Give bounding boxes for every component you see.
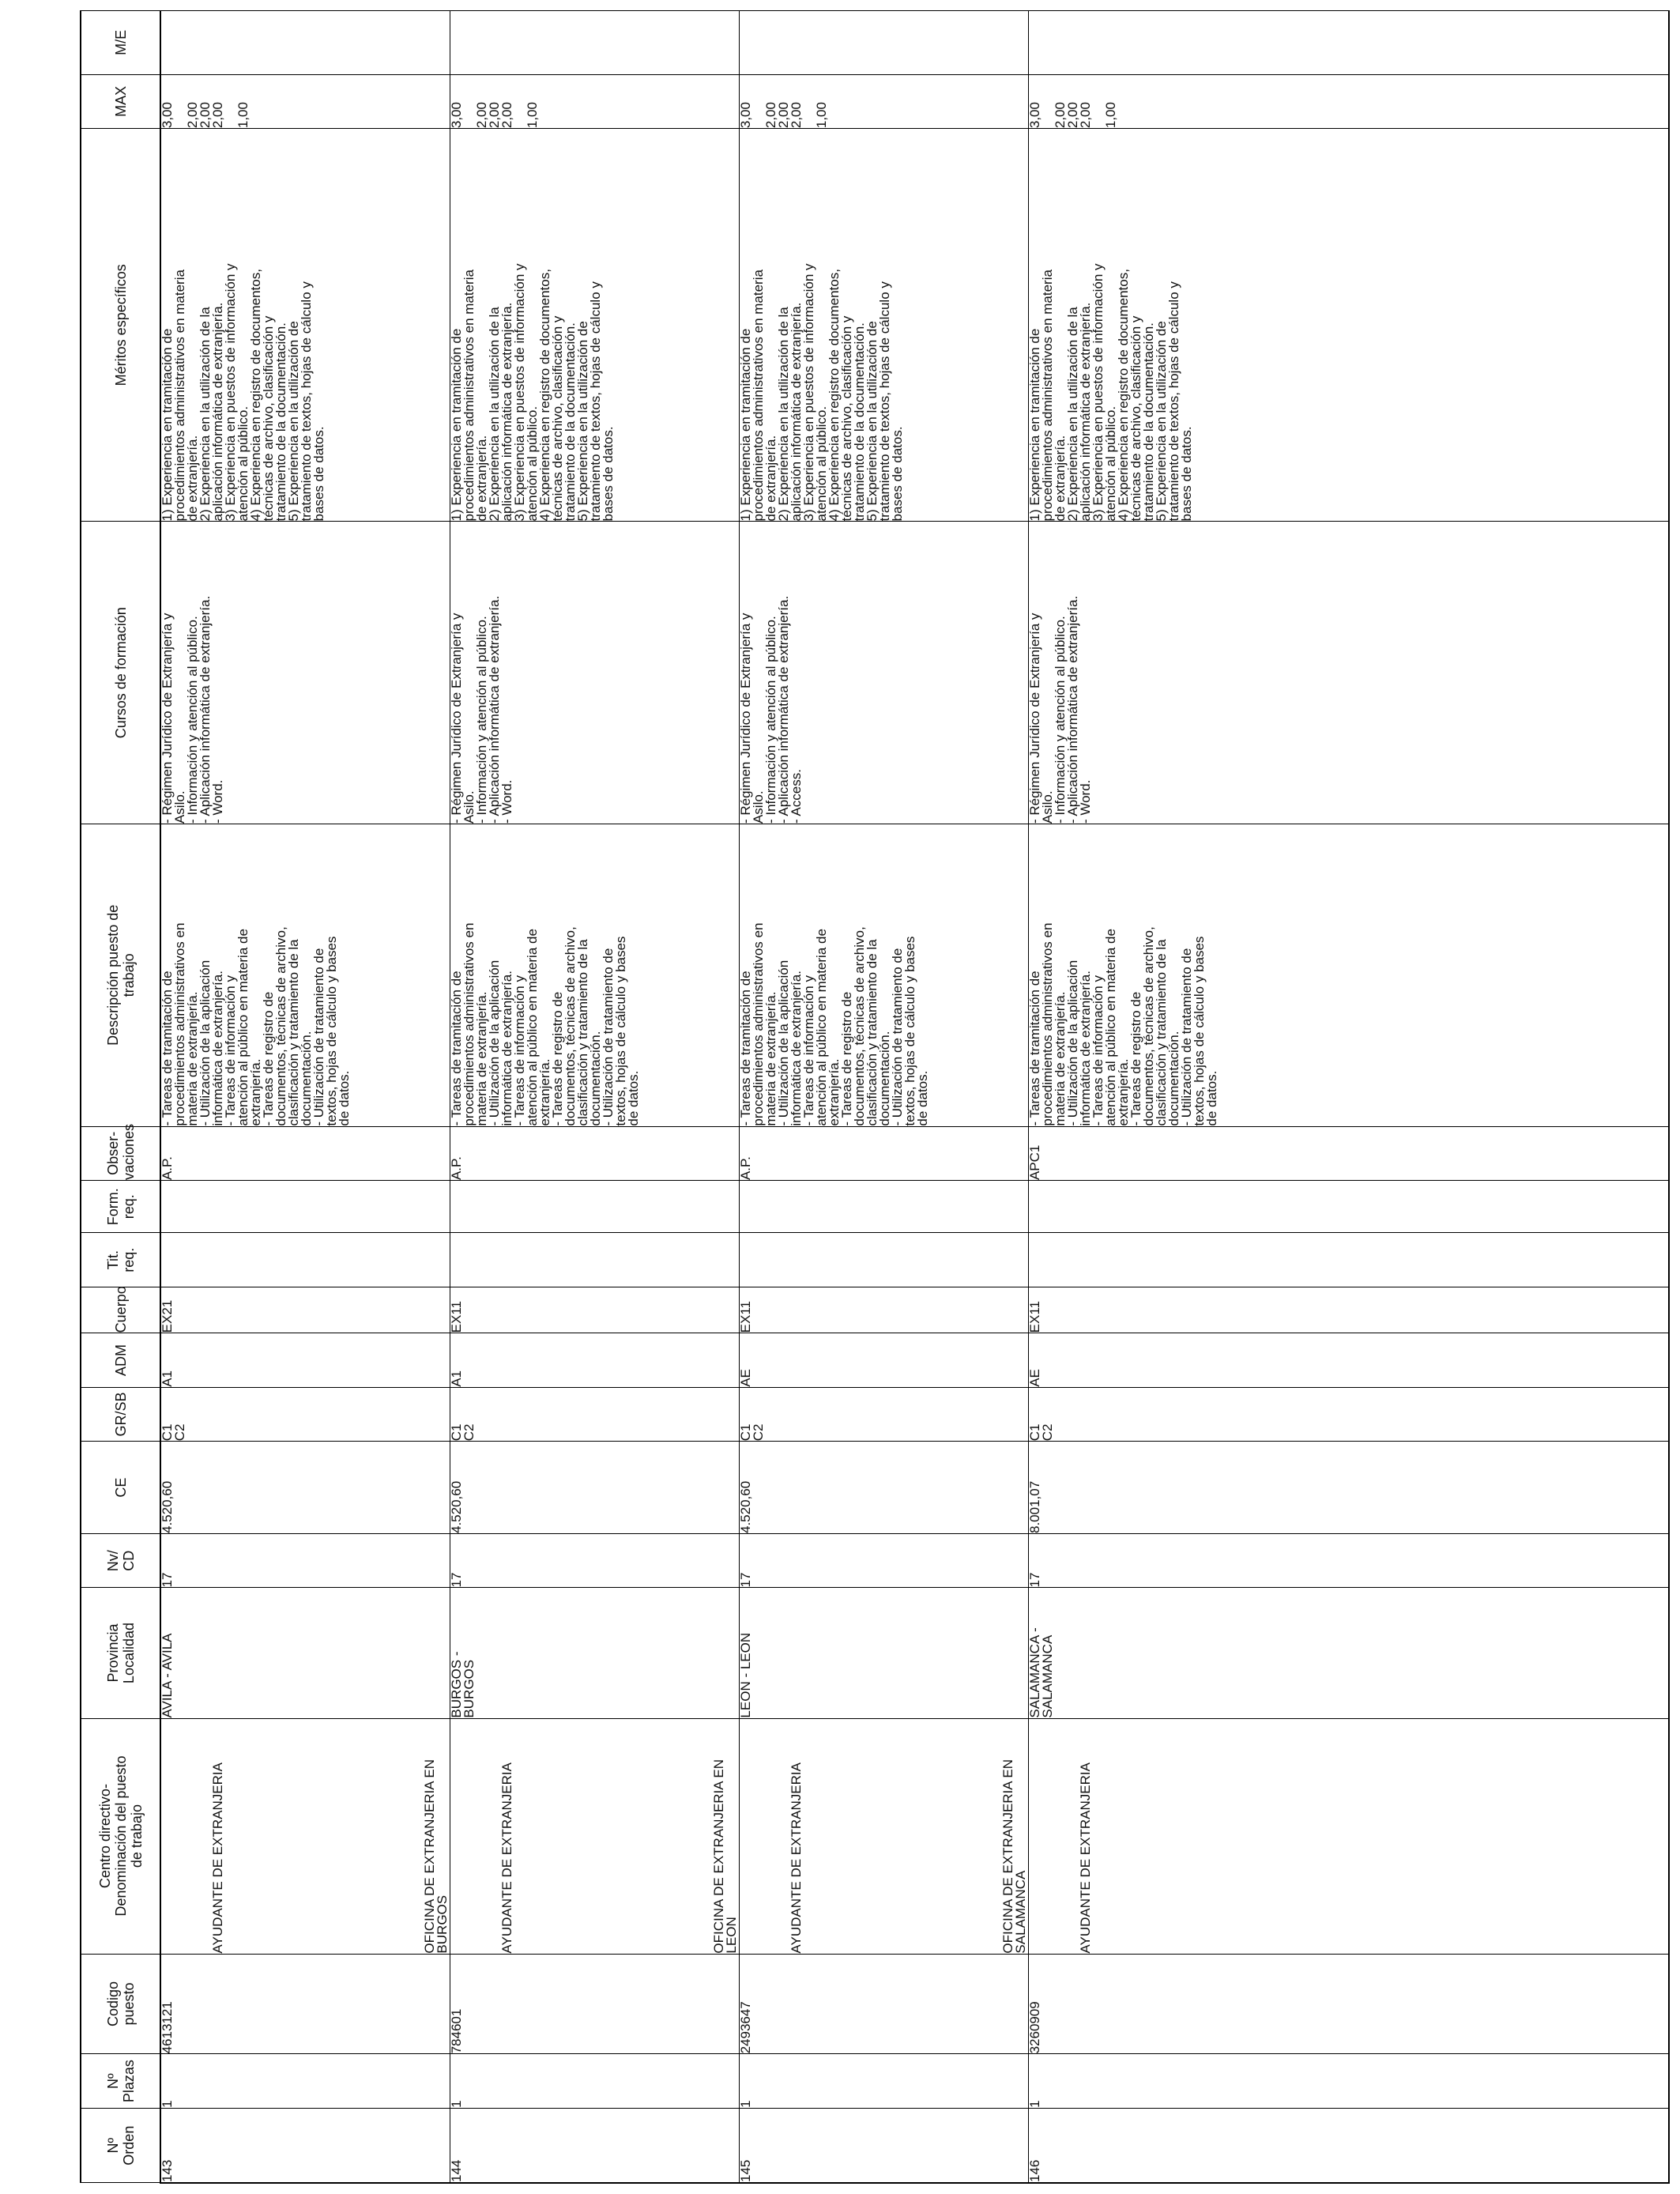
header-meritos: Méritos específicos: [81, 129, 160, 522]
cell-orden: 146: [1029, 2108, 1670, 2183]
cell-grsb: C1 C2: [450, 1387, 740, 1441]
cell-tit: [160, 1233, 450, 1287]
header-max: MAX: [81, 74, 160, 128]
cell-me: [160, 11, 450, 75]
cell-grsb: C1 C2: [160, 1387, 450, 1441]
cell-codigo: 2493647: [740, 1954, 1029, 2054]
position-name: AYUDANTE DE EXTRANJERIA: [499, 1762, 514, 1954]
cell-max: 3,00 2,00 2,00 2,00 1,00: [740, 74, 1029, 128]
position-name: AYUDANTE DE EXTRANJERIA: [1078, 1762, 1093, 1954]
cell-descripcion: - Tareas de tramitación de procedimientos administrativos en materia de extranjería. - Utilización de la aplicación informática de extranjería. - Tareas de información y atención al público en materia de extranjería. - Tareas de registro de documentos, técnicas de archivo, clasificación y tratamiento de la documentación. - Utilización de tratamiento de textos, hojas de cálculo y bases de datos.: [740, 824, 1029, 1127]
cell-adm: AE: [740, 1333, 1029, 1387]
cell-plazas: 1: [740, 2054, 1029, 2108]
cell-max: 3,00 2,00 2,00 2,00 1,00: [450, 74, 740, 128]
cell-codigo: 4613121: [160, 1954, 450, 2054]
cell-ce: 8.001,07: [1029, 1442, 1670, 1534]
cell-codigo: 3260909: [1029, 1954, 1670, 2054]
cell-cuerpo: EX11: [740, 1287, 1029, 1333]
cell-tit: [740, 1233, 1029, 1287]
cell-obs: A.P.: [160, 1126, 450, 1180]
office-name: OFICINA DE EXTRANJERIA EN SALAMANCA: [1000, 1759, 1028, 1954]
table-row: [160, 11, 450, 2184]
cell-cuerpo: EX21: [160, 1287, 450, 1333]
rotated-table-wrapper: [80, 10, 1670, 2184]
cell-cursos: - Régimen Jurídico de Extranjería y Asilo. - Información y atención al público. - Aplicación informática de extranjería. - Word.: [450, 522, 740, 824]
cell-ce: 4.520,60: [160, 1442, 450, 1534]
cell-obs: APC1: [1029, 1126, 1670, 1180]
header-cursos: Cursos de formación: [81, 522, 160, 824]
cell-centro: [711, 1718, 1029, 1954]
cell-max: 3,00 2,00 2,00 2,00 1,00: [160, 74, 450, 128]
cell-me: [450, 11, 740, 75]
cell-descripcion: - Tareas de tramitación de procedimientos administrativos en materia de extranjería. - Utilización de la aplicación informática de extranjería. - Tareas de información y atención al público en materia de extranjería. - Tareas de registro de documentos, técnicas de archivo, clasificación y tratamiento de la documentación. - Utilización de tratamiento de textos, hojas de cálculo y bases de datos.: [1029, 824, 1670, 1127]
cell-cuerpo: EX11: [450, 1287, 740, 1333]
header-form: Form. req.: [81, 1181, 160, 1233]
position-name: AYUDANTE DE EXTRANJERIA: [789, 1762, 804, 1954]
cell-nivel: 17: [1029, 1534, 1670, 1588]
cell-cursos: - Régimen Jurídico de Extranjería y Asilo. - Información y atención al público. - Aplicación informática de extranjería. - Word.: [160, 522, 450, 824]
cell-form: [450, 1181, 740, 1233]
cell-form: [160, 1181, 450, 1233]
header-provincia: Provincia Localidad: [81, 1588, 160, 1718]
cell-centro: [160, 1718, 450, 1954]
header-me: M/E: [81, 11, 160, 75]
cell-plazas: 1: [1029, 2054, 1670, 2108]
cell-plazas: 1: [160, 2054, 450, 2108]
vacancies-table: [80, 10, 1670, 2184]
cell-grsb: C1 C2: [740, 1387, 1029, 1441]
cell-orden: 145: [740, 2108, 1029, 2183]
cell-ce: 4.520,60: [740, 1442, 1029, 1534]
cell-meritos: 1) Experiencia en tramitación de procedimientos administrativos en materia de extranjería. 2) Experiencia en la utilización de la aplicación informática de extranjería. 3) Experiencia en puestos de información y atención al público. 4) Experiencia en registro de documentos, técnicas de archivo, clasificación y tratamiento de la documentación. 5) Experiencia en la utilización de tratamiento de textos, hojas de cálculo y bases de datos.: [450, 129, 740, 522]
cell-obs: A.P.: [450, 1126, 740, 1180]
table-row: [1029, 11, 1670, 2184]
cell-grsb: C1 C2: [1029, 1387, 1670, 1441]
cell-descripcion: - Tareas de tramitación de procedimientos administrativos en materia de extranjería. - Utilización de la aplicación informática de extranjería. - Tareas de información y atención al público en materia de extranjería. - Tareas de registro de documentos, técnicas de archivo, clasificación y tratamiento de la documentación. - Utilización de tratamiento de textos, hojas de cálculo y bases de datos.: [160, 824, 450, 1127]
cell-meritos: 1) Experiencia en tramitación de procedimientos administrativos en materia de extranjería. 2) Experiencia en la utilización de la aplicación informática de extranjería. 3) Experiencia en puestos de información y atención al público. 4) Experiencia en registro de documentos, técnicas de archivo, clasificación y tratamiento de la documentación. 5) Experiencia en la utilización de tratamiento de textos, hojas de cálculo y bases de datos.: [160, 129, 450, 522]
cell-meritos: 1) Experiencia en tramitación de procedimientos administrativos en materia de extranjería. 2) Experiencia en la utilización de la aplicación informática de extranjería. 3) Experiencia en puestos de información y atención al público. 4) Experiencia en registro de documentos, técnicas de archivo, clasificación y tratamiento de la documentación. 5) Experiencia en la utilización de tratamiento de textos, hojas de cálculo y bases de datos.: [740, 129, 1029, 522]
table-row: [450, 11, 740, 2184]
cell-descripcion: - Tareas de tramitación de procedimientos administrativos en materia de extranjería. - Utilización de la aplicación informática de extranjería. - Tareas de información y atención al público en materia de extranjería. - Tareas de registro de documentos, técnicas de archivo, clasificación y tratamiento de la documentación. - Utilización de tratamiento de textos, hojas de cálculo y bases de datos.: [450, 824, 740, 1127]
cell-tit: [1029, 1233, 1670, 1287]
cell-max: 3,00 2,00 2,00 2,00 1,00: [1029, 74, 1670, 128]
header-orden: Nº Orden: [81, 2108, 160, 2183]
position-name: AYUDANTE DE EXTRANJERIA: [210, 1762, 225, 1954]
cell-cuerpo: EX11: [1029, 1287, 1670, 1333]
cell-provincia: SALAMANCA - SALAMANCA: [1029, 1588, 1670, 1718]
table-row: [740, 11, 1029, 2184]
cell-form: [740, 1181, 1029, 1233]
cell-nivel: 17: [740, 1534, 1029, 1588]
cell-form: [1029, 1181, 1670, 1233]
cell-cursos: - Régimen Jurídico de Extranjería y Asilo. - Información y atención al público. - Aplicación informática de extranjería. - Word.: [1029, 522, 1670, 824]
cell-nivel: 17: [450, 1534, 740, 1588]
cell-me: [1029, 11, 1670, 75]
header-nivel: Nv/ CD: [81, 1534, 160, 1588]
cell-orden: 143: [160, 2108, 450, 2183]
office-name: OFICINA DE EXTRANJERIA EN LEON: [711, 1759, 739, 1954]
cell-nivel: 17: [160, 1534, 450, 1588]
cell-codigo: 784601: [450, 1954, 740, 2054]
header-adm: ADM: [81, 1333, 160, 1387]
cell-adm: AE: [1029, 1333, 1670, 1387]
cell-provincia: BURGOS - BURGOS: [450, 1588, 740, 1718]
header-obs: Obser- vaciones: [81, 1126, 160, 1180]
cell-ce: 4.520,60: [450, 1442, 740, 1534]
cell-orden: 144: [450, 2108, 740, 2183]
header-centro: Centro directivo- Denominación del puesto de trabajo: [81, 1718, 160, 1954]
cell-provincia: AVILA - AVILA: [160, 1588, 450, 1718]
cell-obs: A.P.: [740, 1126, 1029, 1180]
cell-centro: [422, 1718, 740, 1954]
cell-plazas: 1: [450, 2054, 740, 2108]
header-descripcion: Descripción puesto de trabajo: [81, 824, 160, 1127]
header-cuerpo: Cuerpo: [81, 1287, 160, 1333]
header-ce: CE: [81, 1442, 160, 1534]
cell-adm: A1: [160, 1333, 450, 1387]
header-plazas: Nº Plazas: [81, 2054, 160, 2108]
office-name: OFICINA DE EXTRANJERIA EN BURGOS: [422, 1759, 450, 1954]
cell-me: [740, 11, 1029, 75]
cell-meritos: 1) Experiencia en tramitación de procedimientos administrativos en materia de extranjería. 2) Experiencia en la utilización de la aplicación informática de extranjería. 3) Experiencia en puestos de información y atención al público. 4) Experiencia en registro de documentos, técnicas de archivo, clasificación y tratamiento de la documentación. 5) Experiencia en la utilización de tratamiento de textos, hojas de cálculo y bases de datos.: [1029, 129, 1670, 522]
cell-tit: [450, 1233, 740, 1287]
cell-adm: A1: [450, 1333, 740, 1387]
header-tit: Tit. req.: [81, 1233, 160, 1287]
cell-provincia: LEON - LEON: [740, 1588, 1029, 1718]
header-grsb: GR/SB: [81, 1387, 160, 1441]
cell-cursos: - Régimen Jurídico de Extranjería y Asilo. - Información y atención al público. - Aplicación informática de extranjería. - Access.: [740, 522, 1029, 824]
header-codigo: Codigo puesto: [81, 1954, 160, 2054]
cell-centro: [1000, 1718, 1670, 1954]
